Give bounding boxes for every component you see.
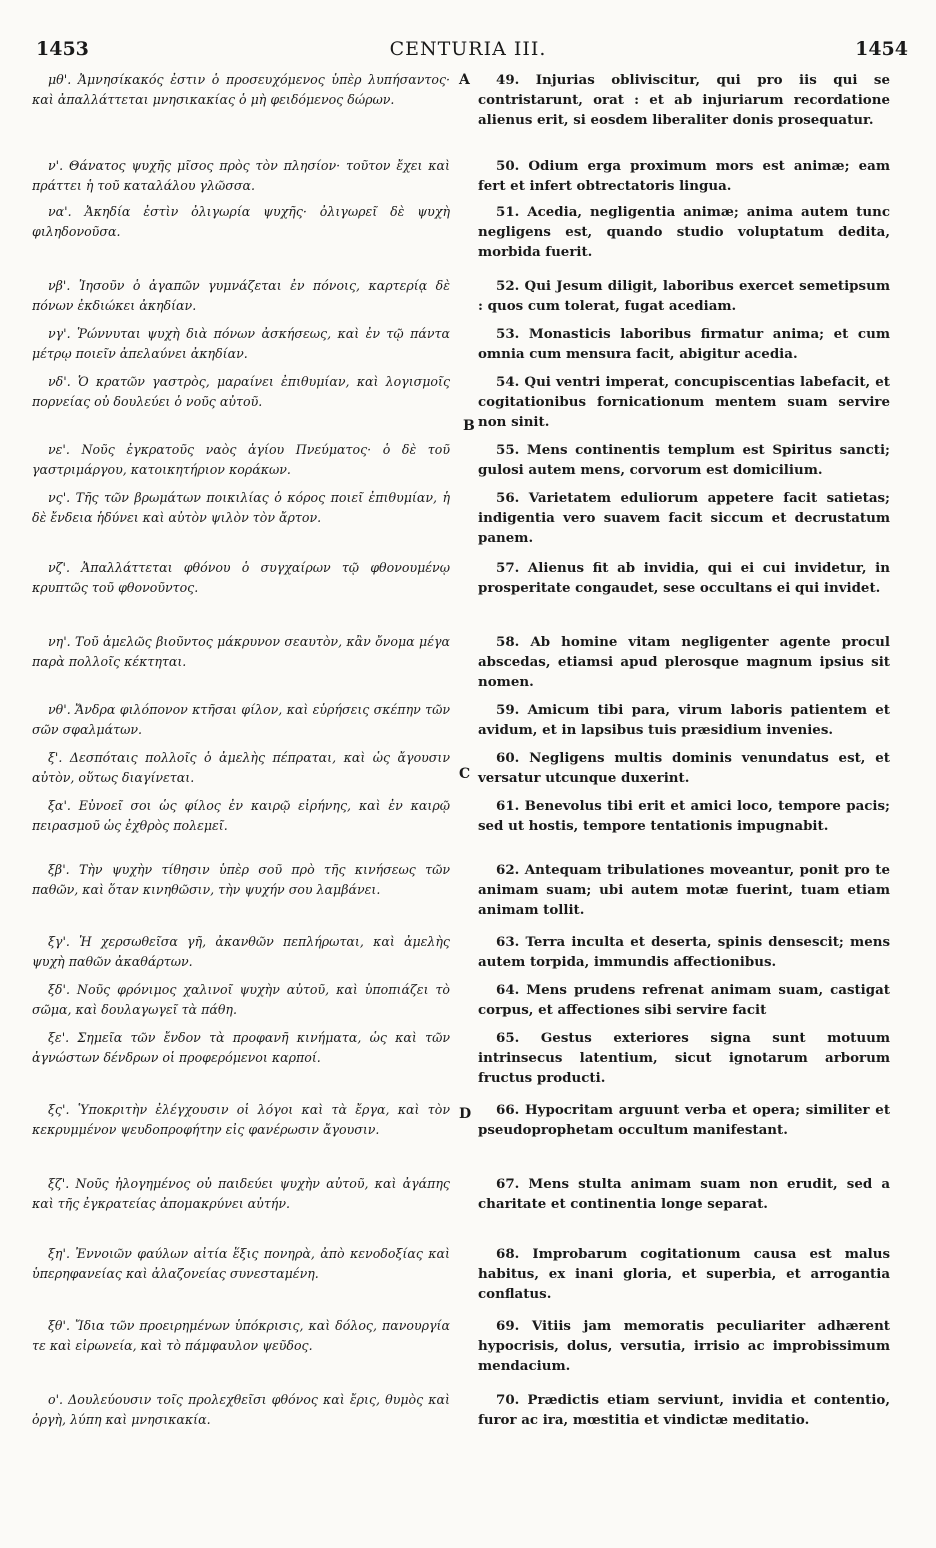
greek-sentence: να'. Ἀκηδία ἐστὶν ὀλιγωρία ψυχῆς· ὀλιγωρεῖ δὲ ψυχὴ φιληδονοῦσα. — [32, 204, 450, 239]
latin-sentence: 58. Ab homine vitam negligenter agente procul abscedas, etiamsi apud plerosque magnum ipsius sit nomen. — [478, 634, 890, 690]
greek-sentence: ο'. Δουλεύουσιν τοῖς προλεχθεῖσι φθόνος καὶ ἔρις, θυμὸς καὶ ὀργὴ, λύπη καὶ μνησικακία. — [32, 1392, 450, 1427]
latin-sentence: 49. Injurias obliviscitur, qui pro iis qui se contristarunt, orat : et ab injuriarum recordatione alienus erit, si eosdem liberaliter donis prosequatur. — [478, 72, 890, 128]
latin-sentence: 65. Gestus exteriores signa sunt motuum intrinsecus latentium, sicut ignotarum arborum fructus producti. — [478, 1030, 890, 1086]
latin-sentence: 57. Alienus fit ab invidia, qui ei cui invidetur, in prosperitate congaudet, sese occultans ei qui invidet. — [478, 560, 890, 596]
latin-sentence: 59. Amicum tibi para, virum laboris patientem et avidum, et in lapsibus tuis præsidium invenies. — [478, 702, 890, 738]
greek-sentence: ξβ'. Τὴν ψυχὴν τίθησιν ὑπὲρ σοῦ πρὸ τῆς κινήσεως τῶν παθῶν, καὶ ὅταν κινηθῶσιν, τὴν ψυχήν σου λαμβάνει. — [32, 862, 450, 897]
greek-sentence: ξ'. Δεσπόταις πολλοῖς ὁ ἀμελὴς πέπραται, καὶ ὡς ἄγουσιν αὐτὸν, οὕτως διαγίνεται. — [32, 750, 450, 785]
latin-sentence: 55. Mens continentis templum est Spiritus sancti; gulosi autem mens, corvorum est domicilium. — [478, 442, 890, 478]
latin-sentence: 54. Qui ventri imperat, concupiscentias labefacit, et cogitationibus fornicationum mentem suam servire non sinit. — [478, 374, 890, 430]
latin-sentence: 61. Benevolus tibi erit et amici loco, tempore pacis; sed ut hostis, tempore tentationis impugnabit. — [478, 798, 890, 834]
latin-sentence: 50. Odium erga proximum mors est animæ; eam fert et infert obtrectatoris lingua. — [478, 158, 890, 194]
latin-sentence: 51. Acedia, negligentia animæ; anima autem tunc negligens est, quando studio voluptatum dedita, morbida fuerit. — [478, 204, 890, 260]
greek-sentence: νδ'. Ὁ κρατῶν γαστρὸς, μαραίνει ἐπιθυμίαν, καὶ λογισμοῖς πορνείας οὐ δουλεύει ὁ νοῦς αὐτοῦ. — [32, 374, 450, 409]
greek-sentence: ξη'. Ἐννοιῶν φαύλων αἰτία ἕξις πονηρὰ, ἀπὸ κενοδοξίας καὶ ὑπερηφανείας καὶ ἀλαζονείας συνεσταμένη. — [32, 1246, 450, 1281]
right-column-number: 1454 — [855, 38, 908, 60]
greek-sentence: ξγ'. Ἡ χερσωθεῖσα γῆ, ἀκανθῶν πεπλήρωται, καὶ ἀμελὴς ψυχὴ παθῶν ἀκαθάρτων. — [32, 934, 450, 969]
greek-sentence: ξθ'. Ἴδια τῶν προειρημένων ὑπόκρισις, καὶ δόλος, πανουργία τε καὶ εἰρωνεία, καὶ τὸ πάμφαυλον ψεῦδος. — [32, 1318, 450, 1353]
latin-sentence: 69. Vitiis jam memoratis peculiariter adhærent hypocrisis, dolus, versutia, irrisio ac improbissimum mendacium. — [478, 1318, 890, 1374]
latin-sentence: 67. Mens stulta animam suam non erudit, sed a charitate et continentia longe separat. — [478, 1176, 890, 1212]
latin-sentence: 66. Hypocritam arguunt verba et opera; similiter et pseudoprophetam occultum manifestant. — [478, 1102, 890, 1138]
margin-marker-d: D — [459, 1106, 472, 1122]
greek-sentence: νγ'. Ῥώννυται ψυχὴ διὰ πόνων ἀσκήσεως, καὶ ἐν τῷ πάντα μέτρῳ ποιεῖν ἀπελαύνει ἀκηδίαν. — [32, 326, 450, 361]
latin-sentence: 62. Antequam tribulationes moveantur, ponit pro te animam suam; ubi autem motæ fuerint, tuam etiam animam tollit. — [478, 862, 890, 918]
greek-sentence: ξε'. Σημεῖα τῶν ἔνδον τὰ προφανῆ κινήματα, ὡς καὶ τῶν ἀγνώστων δένδρων οἱ προφερόμενοι καρποί. — [32, 1030, 450, 1065]
latin-sentence: 53. Monasticis laboribus firmatur anima; et cum omnia cum mensura facit, abigitur acedia. — [478, 326, 890, 362]
left-column-number: 1453 — [36, 38, 89, 60]
latin-sentence: 52. Qui Jesum diligit, laboribus exercet semetipsum : quos cum tolerat, fugat acediam. — [478, 278, 890, 314]
greek-sentence: ξα'. Εὐνοεῖ σοι ὡς φίλος ἐν καιρῷ εἰρήνης, καὶ ἐν καιρῷ πειρασμοῦ ὡς ἐχθρὸς πολεμεῖ. — [32, 798, 450, 833]
greek-sentence: ξς'. Ὑποκριτὴν ἐλέγχουσιν οἱ λόγοι καὶ τὰ ἔργα, καὶ τὸν κεκρυμμένον ψευδοπροφήτην εἰς φανέρωσιν ἄγουσιν. — [32, 1102, 450, 1137]
latin-sentence: 56. Varietatem eduliorum appetere facit satietas; indigentia vero suavem facit siccum et decrustatum panem. — [478, 490, 890, 546]
running-title: CENTURIA III. — [389, 38, 547, 60]
greek-sentence: νβ'. Ἰησοῦν ὁ ἀγαπῶν γυμνάζεται ἐν πόνοις, καρτερίᾳ δὲ πόνων ἐκδιώκει ἀκηδίαν. — [32, 278, 450, 313]
latin-sentence: 68. Improbarum cogitationum causa est malus habitus, ex inani gloria, et superbia, et arrogantia conflatus. — [478, 1246, 890, 1302]
greek-sentence: νε'. Νοῦς ἐγκρατοῦς ναὸς ἁγίου Πνεύματος· ὁ δὲ τοῦ γαστριμάργου, κατοικητήριον κοράκων. — [32, 442, 450, 477]
greek-sentence: ν'. Θάνατος ψυχῆς μῖσος πρὸς τὸν πλησίον· τοῦτον ἔχει καὶ πράττει ἡ τοῦ καταλάλου γλῶσσα. — [32, 158, 450, 193]
greek-sentence: ξζ'. Νοῦς ἠλογημένος οὐ παιδεύει ψυχὴν αὐτοῦ, καὶ ἀγάπης καὶ τῆς ἐγκρατείας ἀπομακρύνει αὐτήν. — [32, 1176, 450, 1211]
latin-sentence: 64. Mens prudens refrenat animam suam, castigat corpus, et affectiones sibi servire facit — [478, 982, 890, 1018]
greek-sentence: νς'. Τῆς τῶν βρωμάτων ποικιλίας ὁ κόρος ποιεῖ ἐπιθυμίαν, ἡ δὲ ἔνδεια ἡδύνει καὶ αὐτὸν ψιλὸν τὸν ἄρτον. — [32, 490, 450, 525]
greek-sentence: ξδ'. Νοῦς φρόνιμος χαλινοῖ ψυχὴν αὐτοῦ, καὶ ὑποπιάζει τὸ σῶμα, καὶ δουλαγωγεῖ τὰ πάθη. — [32, 982, 450, 1017]
margin-marker-a: A — [459, 72, 470, 88]
greek-sentence: νθ'. Ἄνδρα φιλόπονον κτῆσαι φίλον, καὶ εὑρήσεις σκέπην τῶν σῶν σφαλμάτων. — [32, 702, 450, 737]
greek-sentence: νζ'. Ἀπαλλάττεται φθόνου ὁ συγχαίρων τῷ φθονουμένῳ κρυπτῶς τοῦ φθονοῦντος. — [32, 560, 450, 595]
running-header — [28, 38, 908, 66]
greek-sentence: νη'. Τοῦ ἀμελῶς βιοῦντος μάκρυνον σεαυτὸν, κἂν ὄνομα μέγα παρὰ πολλοῖς κέκτηται. — [32, 634, 450, 669]
latin-sentence: 60. Negligens multis dominis venundatus est, et versatur utcunque duxerint. — [478, 750, 890, 786]
greek-sentence: μθ'. Ἀμνησίκακός ἐστιν ὁ προσευχόμενος ὑπὲρ λυπήσαντος· καὶ ἀπαλλάττεται μνησικακίας ὁ μὴ φειδόμενος δώρων. — [32, 72, 450, 107]
latin-sentence: 63. Terra inculta et deserta, spinis densescit; mens autem torpida, immundis affectionibus. — [478, 934, 890, 970]
margin-marker-c: C — [459, 766, 471, 782]
latin-sentence: 70. Prædictis etiam serviunt, invidia et contentio, furor ac ira, mœstitia et vindictæ meditatio. — [478, 1392, 890, 1428]
margin-marker-b: B — [463, 418, 475, 434]
